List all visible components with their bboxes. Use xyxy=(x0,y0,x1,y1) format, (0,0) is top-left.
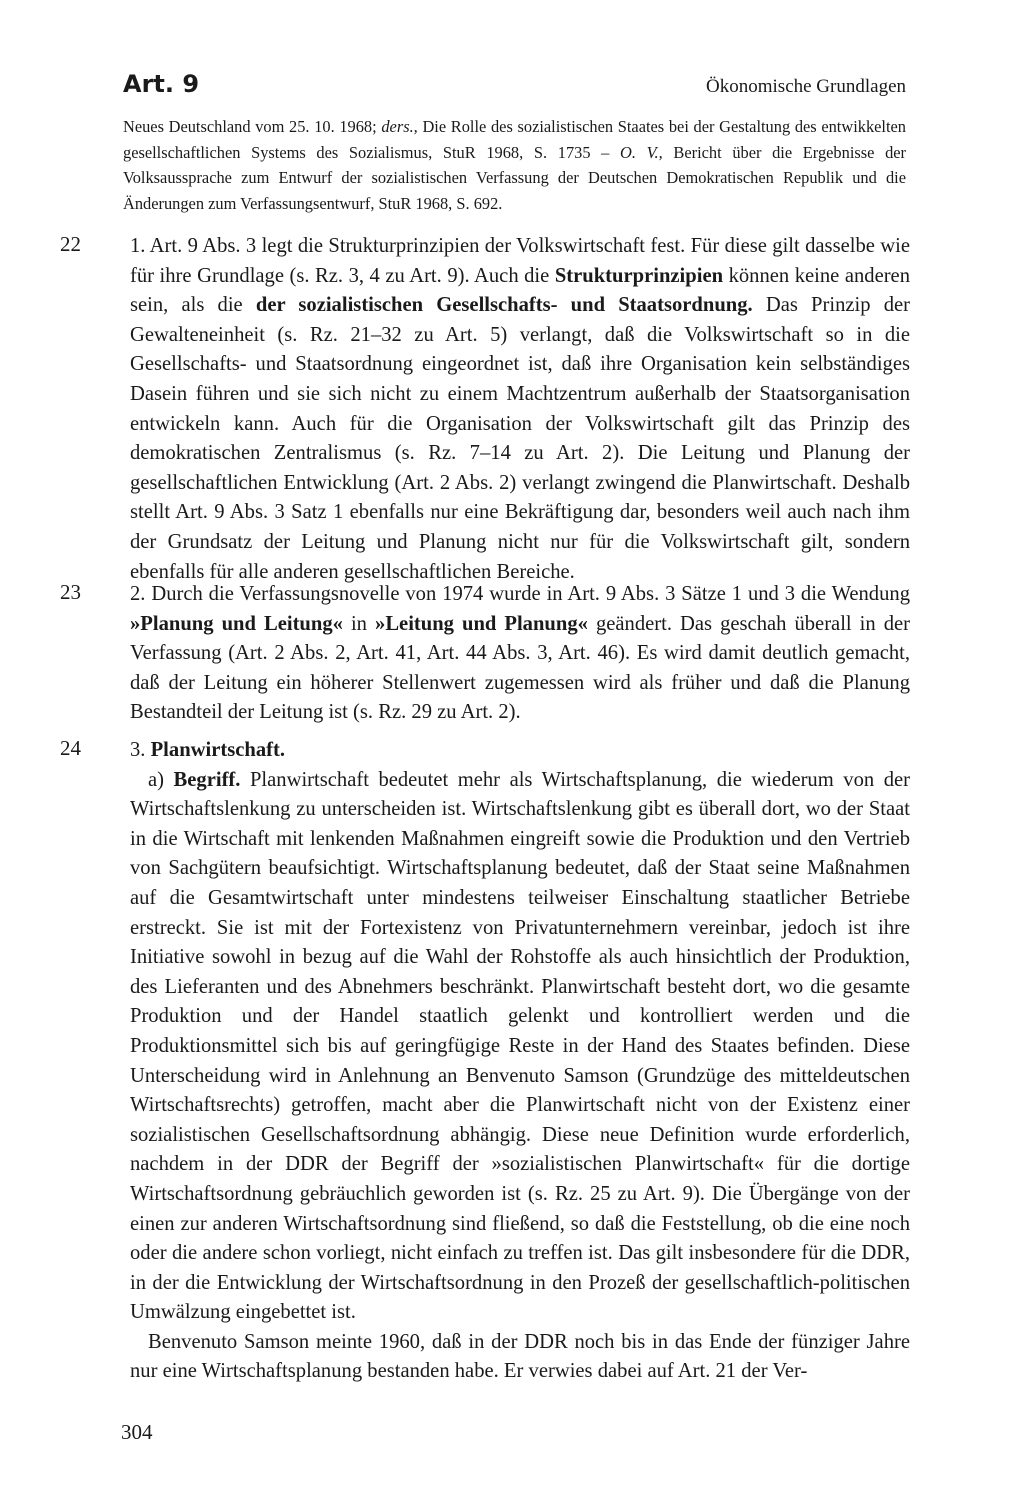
paragraph xyxy=(130,580,910,728)
paragraph-text: Das Prinzip der Gewalteneinheit (s. Rz. 21–32 zu Art. 5) verlangt, daß die Volkswirtschaft so in die Gesellschafts- und Staatsordnung eingeordnet ist, daß ihre Organisation kein selbständiges Dasein führen und sie sich nicht zu einem Machtzentrum außerhalb der Staatsorganisation entwickeln kann. Auch für die Organisation der Volkswirtschaft gilt das Prinzip des demokratischen Zentralismus (s. Rz. 7–14 zu Art. 2). Die Leitung und Planung der gesellschaftlichen Entwicklung (Art. 2 Abs. 2) verlangt zwingend die Planwirtschaft. Deshalb stellt Art. 9 Abs. 3 Satz 1 ebenfalls nur eine Bekräftigung dar, besonders weil auch nach ihm der Grundsatz der Leitung und Planung nicht nur für die Volkswirtschaft gilt, sondern ebenfalls für alle anderen gesellschaftlichen Bereiche. xyxy=(130,294,910,583)
footnote-author-ov: O. V., xyxy=(620,142,663,162)
heading-number: 3. xyxy=(130,739,151,761)
footnote-author-ders: ders., xyxy=(381,117,418,136)
margin-number: 24 xyxy=(60,736,81,760)
running-section-title: Ökonomische Grundlagen xyxy=(706,76,906,97)
emphasis: »Leitung und Planung« xyxy=(375,612,588,635)
paragraph xyxy=(130,1328,910,1387)
margin-number: 22 xyxy=(60,232,81,256)
article-heading: Art. 9 xyxy=(123,70,200,98)
emphasis: Strukturprinzipien xyxy=(554,264,724,287)
paragraph xyxy=(130,766,910,1328)
paragraph-text: geändert. Das geschah überall in der Verfassung (Art. 2 Abs. 2, Art. 41, Art. 44 Abs. 3, Art. 46). Es wird damit deutlich gemacht, daß der Leitung ein höherer Stellenwert zugemessen wird als früher und daß die Planung Bestandteil der Leitung ist (s. Rz. 29 zu Art. 2). xyxy=(130,612,910,724)
emphasis: Begriff. xyxy=(173,768,241,791)
emphasis: der sozialistischen Gesellschafts- und Staatsordnung. xyxy=(255,294,753,317)
page-number: 304 xyxy=(121,1420,153,1444)
paragraph-text: Benvenuto Samson meinte 1960, daß in der DDR noch bis in das Ende der fünziger Jahre nur eine Wirtschaftsplanung bestanden habe. Er verwies dabei auf Art. 21 der Ver- xyxy=(130,1330,910,1383)
heading-title: Planwirtschaft. xyxy=(150,739,286,761)
footnote-text: Die Rolle des sozialistischen Staates bei der Gestaltung des entwikkelten gesellschaftlichen Systems des Sozialismus, StuR 1968, S. 1735 – xyxy=(123,117,906,162)
paragraph-text: 2. Durch die Verfassungsnovelle von 1974 wurde in Art. 9 Abs. 3 Sätze 1 und 3 die Wendung xyxy=(130,583,910,605)
paragraph-text: in xyxy=(342,612,376,635)
footnote-text: Neues Deutschland vom 25. 10. 1968; xyxy=(123,117,382,136)
emphasis: »Planung und Leitung« xyxy=(130,612,343,635)
paragraph-text: können keine anderen sein, als die xyxy=(130,264,910,317)
margin-number: 23 xyxy=(60,580,81,604)
section-body xyxy=(130,736,910,1387)
paragraph xyxy=(130,232,910,587)
paragraph-text: Planwirtschaft bedeutet mehr als Wirtschaftsplanung, die wiederum von der Wirtschaftslenkung zu unterscheiden ist. Wirtschaftslenkung gibt es überall dort, wo der Staat in die Wirtschaft mit lenkenden Maßnahmen eingreift sowie die Produktion und den Vertrieb von Sachgütern beaufsichtigt. Wirtschaftsplanung bedeutet, daß der Staat seine Maßnahmen auf die Gesamtwirtschaft unter mindestens teilweiser Einschaltung staatlicher Betriebe erstreckt. Sie ist mit der Fortexistenz von Privatunternehmern vereinbar, jedoch ist ihre Initiative sowohl in bezug auf die Wahl der Rohstoffe als auch hinsichtlich der Produktion, des Lieferanten und des Abnehmers beschränkt. Planwirtschaft besteht dort, wo die gesamte Produktion und der Handel staatlich gelenkt und kontrolliert werden und die Produktionsmittel sich bis auf geringfügige Reste in der Hand des Staates befinden. Diese Unterscheidung wird in Anlehnung an Benvenuto Samson (Grundzüge des mitteldeutschen Wirtschaftsrechts) getroffen, macht aber die Planwirtschaft nicht von der Existenz einer sozialistischen Gesellschaftsordnung abhängig. Diese neue Definition wurde erforderlich, nachdem in der DDR der Begriff der »sozialistischen Planwirtschaft« für die dortige Wirtschaftsordnung gebräuchlich geworden ist (s. Rz. 25 zu Art. 9). Die Übergänge von der einen zur anderen Wirtschaftsordnung sind fließend, so daß die Feststellung, ob die eine noch oder die andere schon vorliegt, nicht einfach zu treffen ist. Das gilt insbesondere für die DDR, in der die Entwicklung der Wirtschaftsordnung in den Prozeß der gesellschaftlich-politischen Umwälzung eingebettet ist. xyxy=(130,768,910,1324)
paragraph-text: 1. Art. 9 Abs. 3 legt die Strukturprinzipien der Volkswirtschaft fest. Für diese gilt dasselbe wie für ihre Grundlage (s. Rz. 3, 4 zu Art. 9). Auch die xyxy=(130,235,910,287)
footnote-text: Bericht über die Ergebnisse der Volksaussprache zum Entwurf der sozialistischen Verfassung der Deutschen Demokratischen Republik und die Änderungen zum Verfassungsentwurf, StuR 1968, S. 692. xyxy=(123,142,906,213)
footnote-block xyxy=(123,114,906,216)
list-marker: a) xyxy=(148,768,174,791)
section-heading xyxy=(130,736,910,766)
